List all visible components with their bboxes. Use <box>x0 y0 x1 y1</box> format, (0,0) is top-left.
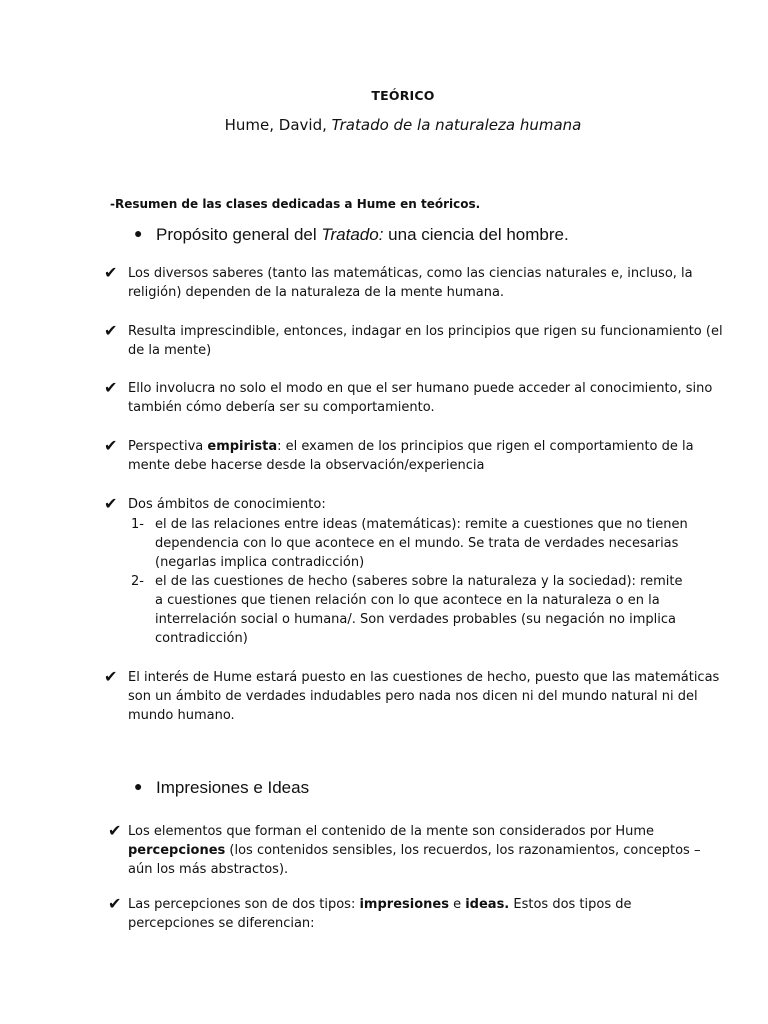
bullet-dot-icon: ● <box>134 778 143 794</box>
numbered-item-2 <box>131 572 691 648</box>
impresiones-term: impresiones <box>359 897 449 912</box>
ideas-term: ideas. <box>465 897 510 912</box>
section-heading-purpose <box>134 225 569 245</box>
check-item-text: Los diversos saberes (tanto las matemáticas, como las ciencias naturales e, incluso, la religión) dependen de la naturaleza de la mente humana. <box>128 266 693 300</box>
item-number: 1- <box>131 517 144 532</box>
check-item-text: Dos ámbitos de conocimiento: <box>128 497 326 512</box>
empirista-term: empirista <box>207 439 278 454</box>
section1-heading-italic: Tratado: <box>321 225 384 244</box>
text-run: Las percepciones son de dos tipos: <box>128 897 360 912</box>
intro-summary: -Resumen de las clases dedicadas a Hume en teóricos. <box>110 197 481 211</box>
check-item-3 <box>104 379 724 417</box>
check-item-text <box>128 437 724 475</box>
text-run: Los elementos que forman el contenido de la mente son considerados por Hume <box>128 824 655 839</box>
subtitle-author: Hume, David, <box>224 116 332 134</box>
check-item-8 <box>108 895 718 933</box>
checkmark-icon: ✔ <box>104 494 118 513</box>
numbered-item-1 <box>131 515 691 572</box>
checkmark-icon: ✔ <box>108 821 122 840</box>
text-run: Perspectiva <box>128 439 208 454</box>
section1-heading-suffix: una ciencia del hombre. <box>383 225 569 244</box>
section2-heading: Impresiones e Ideas <box>156 778 310 797</box>
checkmark-icon: ✔ <box>108 894 122 913</box>
checkmark-icon: ✔ <box>104 667 118 686</box>
section-heading-impressions <box>134 778 309 798</box>
numbered-item-text: el de las cuestiones de hecho (saberes sobre la naturaleza y la sociedad): remite a cuestiones que tienen relación con lo que acontece en la naturaleza o en la interrelación social o humana/. Son verdades probables (su negación no implica contradicción) <box>155 574 683 646</box>
section1-heading-prefix: Propósito general del <box>156 225 322 244</box>
document-title: TEÓRICO <box>371 88 435 103</box>
text-run: Estos dos tipos de percepciones se diferencian: <box>128 897 632 931</box>
check-item-text: Resulta imprescindible, entonces, indagar en los principios que rigen su funcionamiento (el de la mente) <box>128 324 723 358</box>
check-item-5 <box>104 495 724 514</box>
text-run: : el examen de los principios que rigen el comportamiento de la mente debe hacerse desde la observación/experiencia <box>128 439 694 473</box>
text-run: (los contenidos sensibles, los recuerdos, los razonamientos, conceptos –aún los más abstractos). <box>128 843 701 877</box>
numbered-item-text: el de las relaciones entre ideas (matemáticas): remite a cuestiones que no tienen dependencia con lo que acontece en el mundo. Se trata de verdades necesarias (negarlas implica contradicción) <box>155 517 688 570</box>
check-item-text <box>128 895 718 933</box>
check-item-7 <box>108 822 718 879</box>
item-number: 2- <box>131 574 144 589</box>
check-item-2 <box>104 322 724 360</box>
bullet-dot-icon: ● <box>134 225 143 241</box>
checkmark-icon: ✔ <box>104 378 118 397</box>
check-item-4 <box>104 437 724 475</box>
percepciones-term: percepciones <box>128 843 226 858</box>
checkmark-icon: ✔ <box>104 321 118 340</box>
subtitle-work: Tratado de la naturaleza humana <box>331 116 582 134</box>
check-item-text: El interés de Hume estará puesto en las cuestiones de hecho, puesto que las matemáticas son un ámbito de verdades indudables pero nada nos dicen ni del mundo natural ni del mundo humano. <box>128 670 720 723</box>
check-item-text <box>128 822 718 879</box>
check-item-text: Ello involucra no solo el modo en que el ser humano puede acceder al conocimiento, sino también cómo debería ser su comportamiento. <box>128 381 713 415</box>
document-subtitle <box>0 116 768 134</box>
text-run: e <box>448 897 466 912</box>
check-item-6 <box>104 668 724 725</box>
checkmark-icon: ✔ <box>104 263 118 282</box>
checkmark-icon: ✔ <box>104 436 118 455</box>
check-item-1 <box>104 264 724 302</box>
